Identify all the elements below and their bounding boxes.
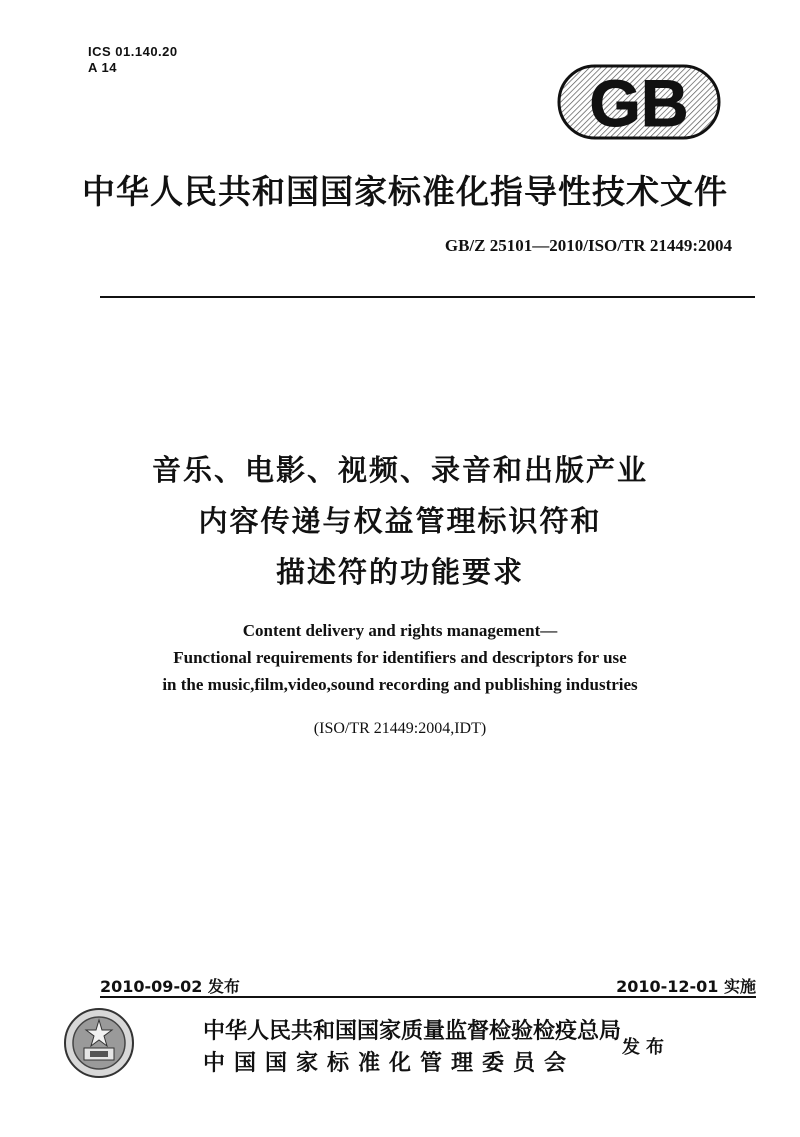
- chinese-title-line-1: 音乐、电影、视频、录音和出版产业: [151, 453, 648, 487]
- ccs-code: A 14: [88, 60, 117, 75]
- publish-label: 发布: [622, 1037, 670, 1058]
- document-category-title: 中华人民共和国国家标准化指导性技术文件: [82, 172, 728, 211]
- classification-codes: [88, 44, 178, 76]
- issuer-line-1: 中华人民共和国国家质量监督检验检疫总局: [203, 1019, 622, 1044]
- english-title-line-1: Content delivery and rights management—: [242, 621, 558, 640]
- issuer-line-2: 中国国家标准化管理委员会: [203, 1051, 576, 1076]
- equivalence-note: (ISO/TR 21449:2004,IDT): [313, 720, 487, 737]
- issue-date: 2010-09-02 发布: [100, 977, 240, 996]
- implementation-date: 2010-12-01 实施: [616, 977, 756, 996]
- gb-logo: [555, 62, 723, 142]
- national-emblem-seal: [62, 1006, 136, 1080]
- footer-divider: [100, 996, 756, 998]
- standard-number: GB/Z 25101—2010/ISO/TR 21449:2004: [444, 236, 732, 255]
- chinese-title-line-2: 内容传递与权益管理标识符和: [198, 504, 602, 538]
- header-divider: [100, 296, 755, 298]
- english-title-line-2: Functional requirements for identifiers and descriptors for use: [173, 648, 627, 667]
- english-title-line-3: in the music,film,video,sound recording and publishing industries: [162, 675, 638, 694]
- ics-code: ICS 01.140.20: [88, 44, 178, 59]
- logo-text: GB: [589, 66, 689, 140]
- chinese-title-line-3: 描述符的功能要求: [275, 555, 524, 589]
